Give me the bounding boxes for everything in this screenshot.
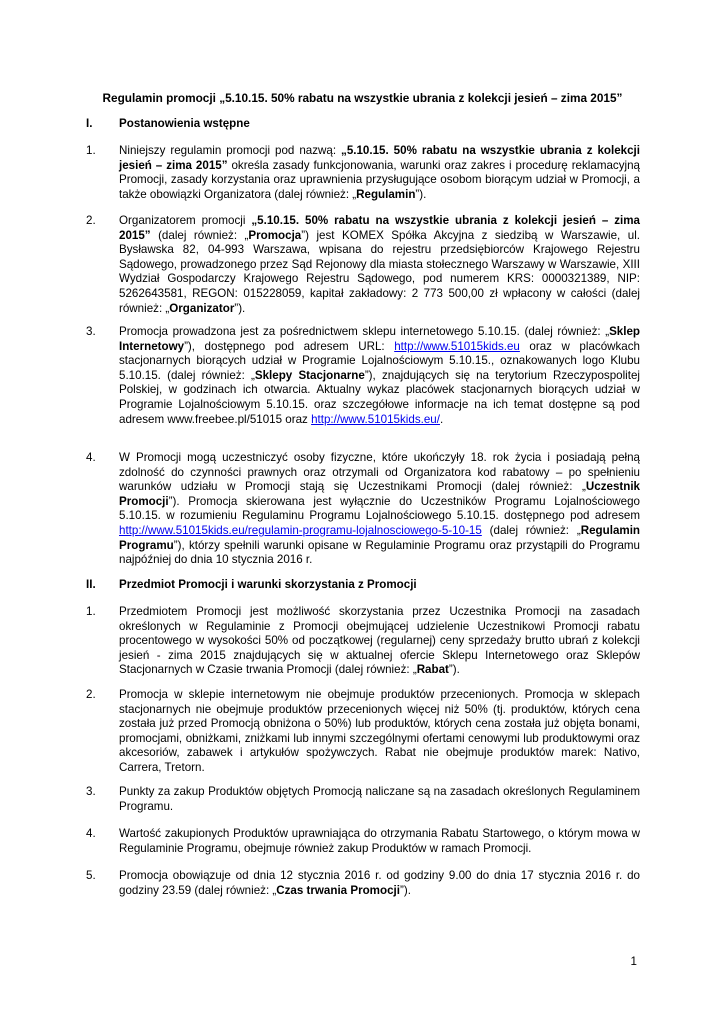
item-number: 1. [86, 605, 96, 618]
item-number: 5. [86, 869, 96, 882]
store-url-link[interactable]: http://www.51015kids.eu [394, 339, 520, 353]
section-title: Postanowienia wstępne [119, 117, 250, 130]
section-number: II. [86, 578, 96, 591]
program-rules-link[interactable]: http://www.51015kids.eu/regulamin-programu-lojalnosciowego-5-10-15 [119, 523, 482, 537]
item-text: Niniejszy regulamin promocji pod nazwą: „5.10.15. 50% rabatu na wszystkie ubrania z kolekcji jesień – zima 2015” określa zasady funkcjonowania, warunki oraz zakres i procedurę reklamacyjną Promocji, zasady korzystania oraz uprawnienia przysługujące osobom biorącym udział w Promocji, a także obowiązki Organizatora (dalej również: „Regulamin”). [119, 144, 640, 201]
page-number: 1 [630, 955, 637, 968]
item-number: 2. [86, 688, 96, 701]
item-text: Promocja obowiązuje od dnia 12 stycznia 2016 r. od godziny 9.00 do dnia 17 stycznia 2016 r. do godziny 23.59 (dalej również: „Czas trwania Promocji”). [119, 869, 640, 897]
item-text: Organizatorem promocji „5.10.15. 50% rabatu na wszystkie ubrania z kolekcji jesień – zima 2015” (dalej również: „Promocja”) jest KOMEX Spółka Akcyjna z siedzibą w Warszawie, ul. Bysławska 82, 04-993 Warszawa, wpisana do rejestru przedsiębiorców Krajowego Rejestru Sądowego, prowadzonego przez Sąd Rejonowy dla miasta stołecznego Warszawy w Warszawie, XIII Wydział Gospodarczy Krajowego Rejestru Sądowego, pod numerem KRS: 0000321389, NIP: 5262643581, REGON: 015228059, kapitał zakładowy: 2 773 500,00 zł wpłacony w całości (dalej również: „Organizator”). [119, 214, 640, 315]
item-number: 3. [86, 785, 96, 798]
item-number: 4. [86, 451, 96, 464]
item-text: Wartość zakupionych Produktów uprawniająca do otrzymania Rabatu Startowego, o którym mowa w Regulaminie Programu, obejmuje również zakup Produktów w ramach Promocji. [119, 827, 640, 855]
item-number: 4. [86, 827, 96, 840]
document-title: Regulamin promocji „5.10.15. 50% rabatu na wszystkie ubrania z kolekcji jesień – zima 2015” [102, 91, 623, 105]
section-number: I. [86, 117, 93, 130]
item-text: Punkty za zakup Produktów objętych Promocją naliczane są na zasadach określonych Regulaminem Programu. [119, 785, 640, 813]
item-number: 2. [86, 214, 96, 227]
item-text: Promocja prowadzona jest za pośrednictwem sklepu internetowego 5.10.15. (dalej również: „Sklep Internetowy”), dostępnego pod adresem URL: http://www.51015kids.eu oraz w placówkach stacjonarnych biorących udział w Programie Lojalnościowym 5.10.15., oznakowanych logo Klubu 5.10.15. (dalej również: „Sklepy Stacjonarne”), znajdujących się na terytorium Rzeczypospolitej Polskiej, w godzinach ich otwarcia. Aktualny wykaz placówek stacjonarnych biorących udział w Programie Lojalnościowym 5.10.15. oraz szczegółowe informacje na ich temat dostępne są pod adresem www.freebee.pl/51015 oraz http://www.51015kids.eu/. [119, 325, 641, 426]
item-text: Promocja w sklepie internetowym nie obejmuje produktów przecenionych. Promocja w sklepach stacjonarnych nie obejmuje produktów przecenionych więcej niż 50% (tj. produktów, których cena została już przed Promocją obniżona o 50%) lub produktów, których cena została już objęta bonami, promocjami, obniżkami, zniżkami lub innymi szczególnymi ofertami cenowymi lub produktowymi oraz akcesoriów, zabawek i artykułów spożywczych. Rabat nie obejmuje produktów marek: Nativo, Carrera, Tretorn. [119, 688, 640, 774]
item-text: W Promocji mogą uczestniczyć osoby fizyczne, które ukończyły 18. rok życia i posiadają pełną zdolność do czynności prawnych oraz otrzymali od Organizatora kod rabatowy – po spełnieniu warunków udziału w Promocji stają się Uczestnikami Promocji (dalej również: „Uczestnik Promocji”). Promocja skierowana jest wyłącznie do Uczestników Programu Lojalnościowego 5.10.15. w rozumieniu Regulaminu Programu Lojalnościowego 5.10.15. dostępnego pod adresem http://www.51015kids.eu/regulamin-programu-lojalnosciowego-5-10-15 (dalej również: „Regulamin Programu”), którzy spełnili warunki opisane w Regulaminie Programu oraz przystąpili do Programu najpóźniej do dnia 10 stycznia 2016 r. [119, 451, 640, 567]
section-title: Przedmiot Promocji i warunki skorzystania z Promocji [119, 578, 417, 591]
item-text: Przedmiotem Promocji jest możliwość skorzystania przez Uczestnika Promocji na zasadach określonych w Regulaminie z Promocji obejmującej udzielenie Uczestnikowi Promocji rabatu procentowego w wysokości 50% od początkowej (regularnej) ceny sprzedaży brutto ubrań z kolekcji jesień - zima 2015 znajdujących się w aktualnej ofercie Sklepu Internetowego oraz Sklepów Stacjonarnych w Czasie trwania Promocji (dalej również: „Rabat”). [119, 605, 640, 677]
item-number: 3. [86, 325, 96, 338]
item-number: 1. [86, 144, 96, 157]
store-home-link[interactable]: http://www.51015kids.eu/ [311, 412, 440, 426]
